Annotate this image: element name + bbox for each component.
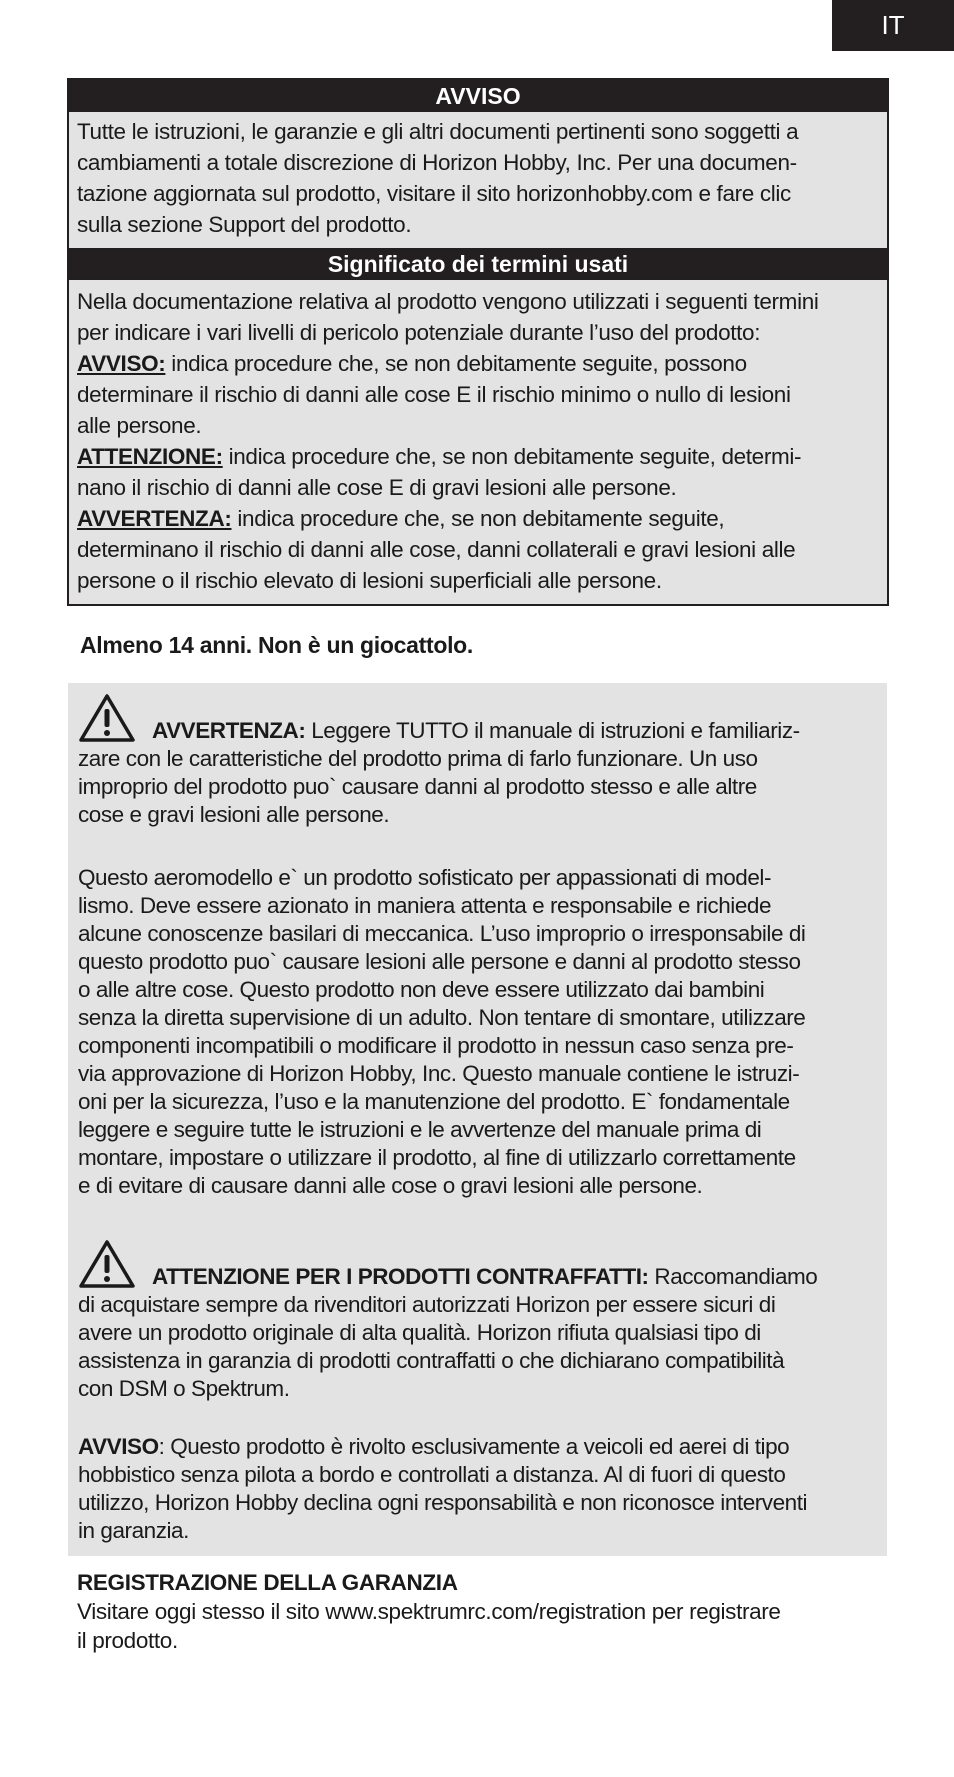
body-line: montare, impostare o utilizzare il prodotto, al fine di utilizzarlo correttamente	[78, 1145, 796, 1170]
term-avvertenza-line: determinano il rischio di danni alle cose, danni collaterali e gravi lesioni alle	[77, 537, 796, 562]
age-notice: Almeno 14 anni. Non è un giocattolo.	[80, 632, 474, 658]
body-line: lismo. Deve essere azionato in maniera attenta e responsabile e richiede	[78, 893, 772, 918]
avvertenza-paragraph	[78, 717, 881, 829]
avvertenza-line: improprio del prodotto puo` causare danni al prodotto stesso e alle altre	[78, 774, 757, 799]
avviso-line: utilizzo, Horizon Hobby declina ogni responsabilità e non riconosce interventi	[78, 1490, 808, 1515]
avviso-line: in garanzia.	[78, 1518, 189, 1543]
body-line: via approvazione di Horizon Hobby, Inc. Questo manuale contiene le istruzi-	[78, 1061, 800, 1086]
notice-text	[69, 112, 887, 248]
counterfeit-text: Raccomandiamo	[648, 1264, 818, 1289]
registration-title: REGISTRAZIONE DELLA GARANZIA	[77, 1570, 458, 1595]
notice-line: cambiamenti a totale discrezione di Horizon Hobby, Inc. Per una documen-	[77, 150, 797, 175]
avviso-line: hobbistico senza pilota a bordo e controllati a distanza. Al di fuori di questo	[78, 1462, 786, 1487]
avviso-label: AVVISO	[78, 1434, 159, 1459]
counterfeit-line: assistenza in garanzia di prodotti contraffatti o che dichiarano compatibilità	[78, 1348, 785, 1373]
body-line: o alle altre cose. Questo prodotto non deve essere utilizzato dai bambini	[78, 977, 765, 1002]
notice-header: AVVISO	[69, 80, 887, 112]
body-line: senza la diretta supervisione di un adulto. Non tentare di smontare, utilizzare	[78, 1005, 806, 1030]
notice-line: sulla sezione Support del prodotto.	[77, 212, 412, 237]
avviso-text: : Questo prodotto è rivolto esclusivamente a veicoli ed aerei di tipo	[158, 1434, 790, 1459]
body-line: alcune conoscenze basilari di meccanica. L’uso improprio o irresponsabile di	[78, 921, 806, 946]
warning-panel	[68, 683, 887, 1556]
body-line: Questo aeromodello e` un prodotto sofisticato per appassionati di model-	[78, 865, 772, 890]
term-attenzione	[77, 441, 879, 472]
avviso-paragraph	[78, 1433, 881, 1545]
warranty-registration	[77, 1568, 887, 1655]
language-tab: IT	[832, 0, 954, 51]
term-avvertenza-line: persone o il rischio elevato di lesioni superficiali alle persone.	[77, 568, 662, 593]
term-avviso-label: AVVISO:	[77, 351, 166, 376]
avvertenza-line: cose e gravi lesioni alle persone.	[78, 802, 390, 827]
notice-box	[67, 78, 889, 606]
notice-line: Tutte le istruzioni, le garanzie e gli altri documenti pertinenti sono soggetti a	[77, 119, 799, 144]
notice-line: tazione aggiornata sul prodotto, visitare il sito horizonhobby.com e fare clic	[77, 181, 791, 206]
body-line: leggere e seguire tutte le istruzioni e le avvertenze del manuale prima di	[78, 1117, 762, 1142]
terms-text	[69, 280, 887, 604]
body-line: oni per la sicurezza, l’uso e la manutenzione del prodotto. E` fondamentale	[78, 1089, 790, 1114]
avvertenza-label: AVVERTENZA:	[152, 718, 306, 743]
terms-header: Significato dei termini usati	[69, 248, 887, 280]
counterfeit-line: avere un prodotto originale di alta qualità. Horizon rifiuta qualsiasi tipo di	[78, 1320, 761, 1345]
term-attenzione-line: nano il rischio di danni alle cose E di gravi lesioni alle persone.	[77, 475, 677, 500]
body-line: e di evitare di causare danni alle cose o gravi lesioni alle persone.	[78, 1173, 703, 1198]
avvertenza-text: Leggere TUTTO il manuale di istruzioni e familiariz-	[305, 718, 800, 743]
term-avviso-line: determinare il rischio di danni alle cose E il rischio minimo o nullo di lesioni	[77, 382, 791, 407]
body-line: questo prodotto puo` causare lesioni alle persone e danni al prodotto stesso	[78, 949, 801, 974]
registration-line: Visitare oggi stesso il sito www.spektrumrc.com/registration per registrare	[77, 1599, 781, 1624]
registration-line: il prodotto.	[77, 1628, 178, 1653]
term-avviso-text: indica procedure che, se non debitamente seguite, possono	[165, 351, 747, 376]
terms-intro-line: per indicare i vari livelli di pericolo potenziale durante l’uso del prodotto:	[77, 320, 761, 345]
term-avvertenza-text: indica procedure che, se non debitamente seguite,	[231, 506, 725, 531]
avvertenza-line: zare con le caratteristiche del prodotto prima di farlo funzionare. Un uso	[78, 746, 758, 771]
counterfeit-line: con DSM o Spektrum.	[78, 1376, 290, 1401]
body-line: componenti incompatibili o modificare il prodotto in nessun caso senza pre-	[78, 1033, 794, 1058]
product-description-paragraph	[78, 864, 881, 1200]
counterfeit-label: ATTENZIONE PER I PRODOTTI CONTRAFFATTI:	[152, 1264, 649, 1289]
term-avviso-line: alle persone.	[77, 413, 202, 438]
term-avviso	[77, 348, 879, 379]
counterfeit-line: di acquistare sempre da rivenditori autorizzati Horizon per essere sicuri di	[78, 1292, 776, 1317]
term-avvertenza-label: AVVERTENZA:	[77, 506, 232, 531]
term-avvertenza	[77, 503, 879, 534]
term-attenzione-label: ATTENZIONE:	[77, 444, 223, 469]
counterfeit-paragraph	[78, 1263, 881, 1403]
term-attenzione-text: indica procedure che, se non debitamente seguite, determi-	[222, 444, 802, 469]
terms-intro-line: Nella documentazione relativa al prodotto vengono utilizzati i seguenti termini	[77, 289, 819, 314]
